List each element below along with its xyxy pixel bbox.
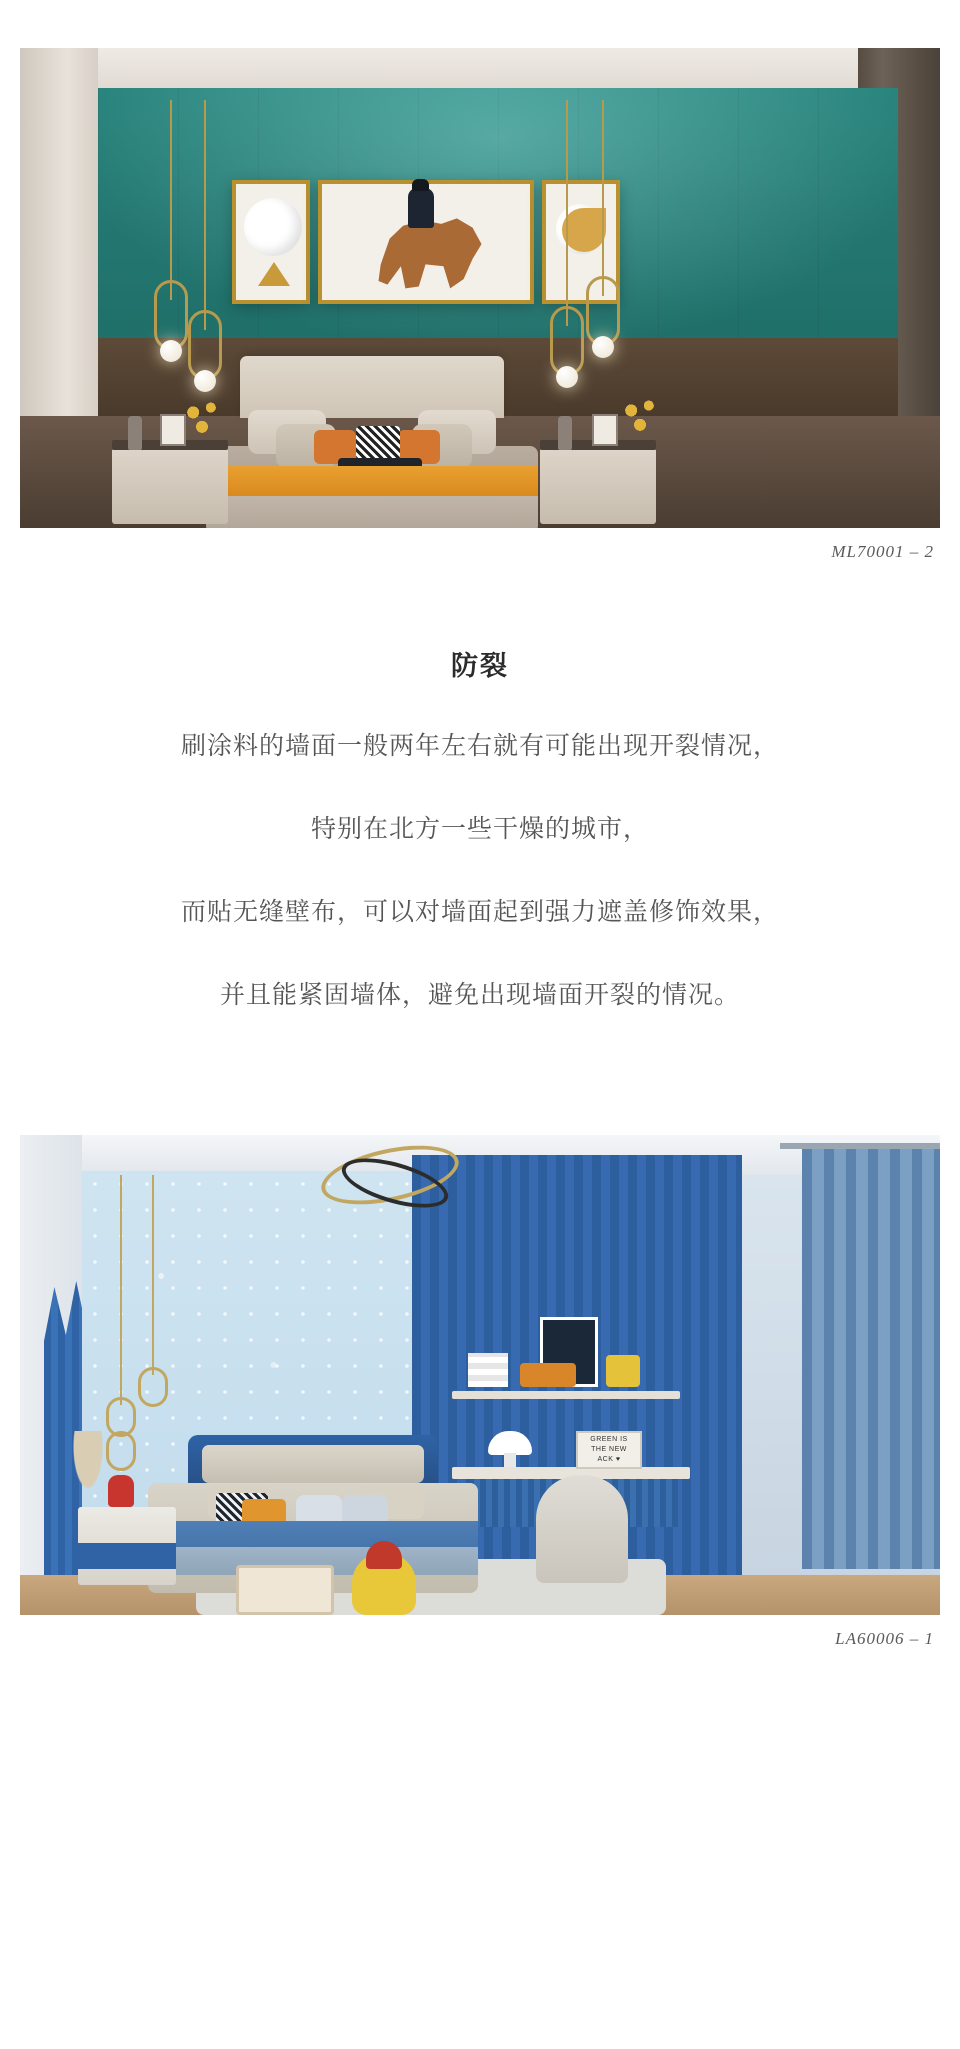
pendant-cord — [566, 100, 568, 326]
pendant-bulb — [194, 370, 216, 392]
wall-shelf — [452, 1391, 680, 1399]
headboard — [240, 356, 504, 418]
artwork-center-horse — [318, 180, 534, 304]
sign-line-3: ACK ♥ — [597, 1456, 621, 1463]
curtain — [802, 1149, 940, 1569]
artwork-arc-shape — [562, 208, 606, 252]
table-lamp — [488, 1431, 532, 1467]
article-line: 刷涂料的墙面一般两年左右就有可能出现开裂情况， — [180, 731, 779, 760]
artwork-triangle-shape — [258, 262, 290, 286]
headboard — [188, 1435, 438, 1489]
dried-pampas — [66, 1431, 110, 1509]
sign-line-2: THE NEW — [591, 1446, 627, 1453]
article-line: 并且能紧固墙体，避免出现墙面开裂的情况。 — [219, 980, 740, 1009]
decor-sign — [576, 1431, 642, 1469]
image-teal-bedroom — [20, 48, 940, 528]
photo-frame — [592, 414, 618, 446]
bed-runner-orange — [206, 466, 538, 496]
vase — [128, 416, 142, 450]
nightstand-right — [540, 448, 656, 524]
plush-toy-hat — [366, 1541, 402, 1569]
image-kids-bedroom — [20, 1135, 940, 1615]
sign-line-1: GREEN IS — [590, 1436, 628, 1443]
pendant-cord — [152, 1175, 154, 1375]
nightstand-left — [112, 448, 228, 524]
pendant-bulb — [592, 336, 614, 358]
dried-flowers — [618, 396, 662, 444]
armchair — [536, 1475, 628, 1583]
spiderman-figure — [108, 1475, 134, 1507]
plush-toy — [352, 1553, 416, 1615]
pendant-cord — [602, 100, 604, 296]
nightstand-drawer — [78, 1543, 176, 1569]
pendant-bulb — [556, 366, 578, 388]
lamp-shade — [488, 1431, 532, 1455]
figure-teal-bedroom — [20, 0, 940, 562]
pendant-cord — [120, 1175, 122, 1405]
pendant-bulb — [160, 340, 182, 362]
pendant-ring — [106, 1431, 136, 1471]
vase — [558, 416, 572, 450]
pendant-ring — [138, 1367, 168, 1407]
figure-caption: LA60006 – 1 — [835, 1629, 934, 1648]
rider-shape — [408, 188, 434, 228]
robot-toy — [606, 1355, 640, 1387]
storage-basket — [236, 1565, 334, 1615]
dried-flowers — [180, 398, 224, 446]
pendant-cord — [170, 100, 172, 300]
article-line: 而贴无缝壁布，可以对墙面起到强力遮盖修饰效果， — [180, 897, 779, 926]
lego-toy — [468, 1353, 508, 1387]
article-section — [20, 562, 940, 1135]
figure-kids-bedroom — [20, 1135, 940, 1649]
article-line: 特别在北方一些干燥的城市， — [310, 814, 649, 843]
headboard-inner — [202, 1445, 424, 1483]
figure-caption: ML70001 – 2 — [831, 542, 934, 561]
cushion-houndstooth — [356, 426, 400, 460]
lamp-base — [504, 1453, 516, 1467]
pendant-cord — [204, 100, 206, 330]
artwork-left — [232, 180, 310, 304]
motorcycle-toy — [520, 1363, 576, 1387]
section-title: 防裂 — [451, 651, 509, 682]
artwork-circle-shape — [244, 198, 302, 256]
